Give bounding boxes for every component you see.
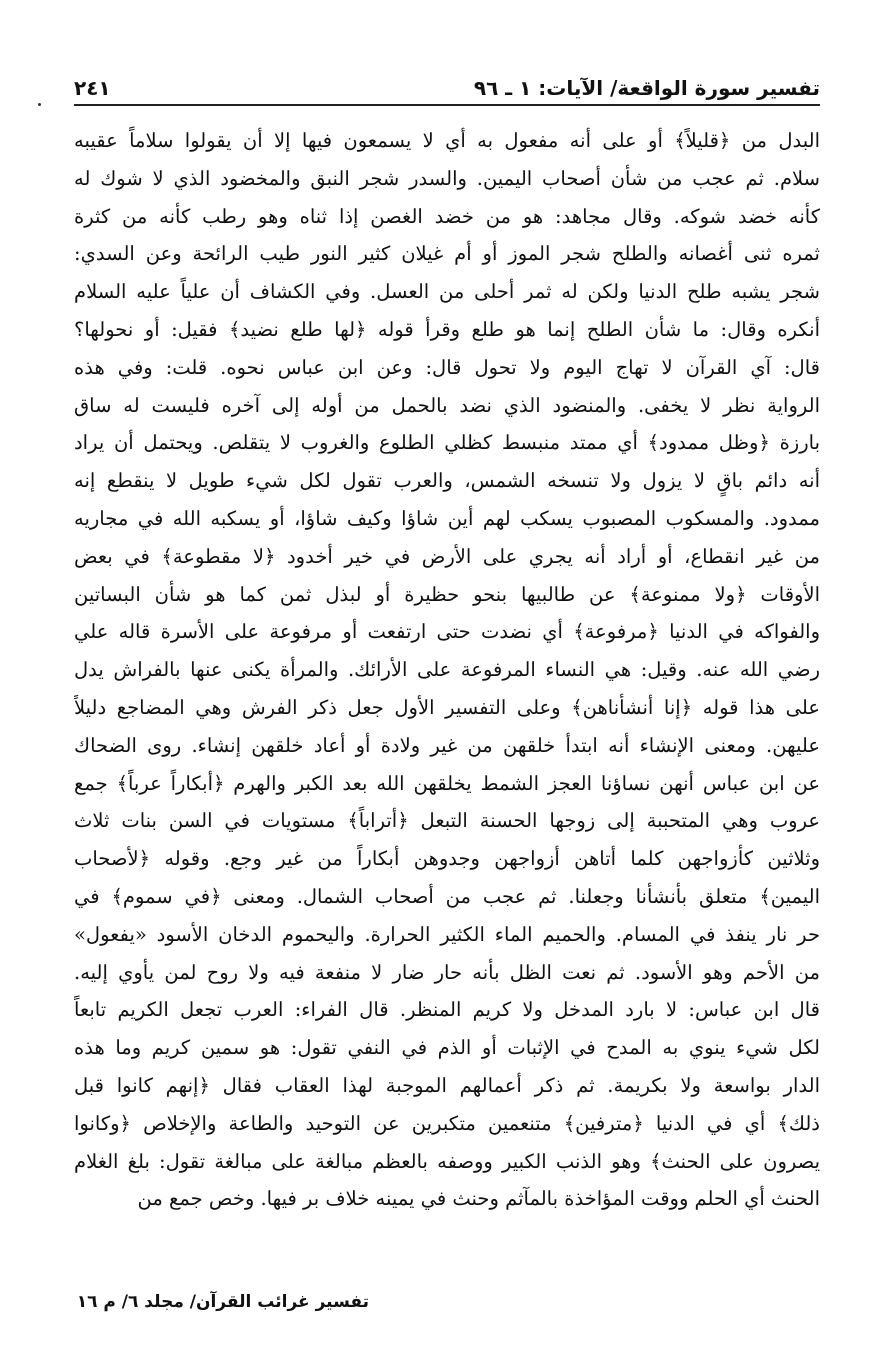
text-line: ذلك﴾ أي في الدنيا ﴿مترفين﴾ متنعمين متكبرين عن التوحيد والطاعة والإخلاص ﴿وكانوا — [74, 1111, 820, 1135]
text-line: الأوقات ﴿ولا ممنوعة﴾ عن طالبيها بنحو حظيرة أو لبذل ثمن كما هو شأن البساتين — [74, 582, 820, 606]
text-line: ممدود. والمسكوب المصبوب يسكب لهم أين شاؤا وكيف شاؤا، أو يسكبه الله في مجاريه — [74, 506, 820, 530]
text-line: الرواية نظر لا يخفى. والمنضود الذي نضد بالحمل من أوله إلى آخره فليست له ساق — [74, 393, 820, 417]
text-line: من غير انقطاع، أو أراد أنه يجري على الأرض في خير أخدود ﴿لا مقطوعة﴾ في بعض — [74, 544, 820, 568]
text-line: عروب وهي المتحببة إلى زوجها الحسنة التبعل ﴿أتراباً﴾ مستويات في السن بنات ثلاث — [74, 809, 820, 833]
body-text — [74, 122, 820, 1218]
text-line: سلام. ثم عجب من شأن أصحاب اليمين. والسدر شجر النبق والمخضود الذي لا شوك له — [74, 166, 820, 190]
text-line: كأنه خضد شوكه. وقال مجاهد: هو من خضد الغصن إذا ثناه وهو رطب كأنه من كثرة — [74, 204, 820, 228]
text-line: حر نار ينفذ في المسام. والحميم الماء الكثير الحرارة. واليحموم الدخان الأسود «يفعول» — [74, 922, 820, 946]
text-line: قال: آي القرآن لا تهاج اليوم ولا تحول قال: وعن ابن عباس نحوه. قلت: وفي هذه — [74, 355, 820, 379]
text-line: رضي الله عنه. وقيل: هي النساء المرفوعة على الأرائك. والمرأة يكنى عنها بالفراش يدل — [74, 658, 820, 682]
text-line: ثمره ثنى أغصانه والطلح شجر الموز أو أم غيلان كثير النور طيب الرائحة وعن السدي: — [74, 242, 820, 266]
text-line: قال ابن عباس: لا بارد المدخل ولا كريم المنظر. قال الفراء: العرب تجعل الكريم تابعاً — [74, 998, 820, 1022]
text-line: عليهن. ومعنى الإنشاء أنه ابتدأ خلقهن من غير ولادة أو أعاد خلقهن إنشاء. روى الضحاك — [74, 733, 820, 757]
header-title: تفسير سورة الواقعة/ الآيات: ١ ـ ٩٦ — [473, 76, 820, 100]
text-line: أنكره وقال: ما شأن الطلح إنما هو طلع وقرأ قوله ﴿لها طلع نضيد﴾ فقيل: أو نحولها؟ — [74, 317, 820, 341]
footer-signature: تفسير غرائب القرآن/ مجلد ٦/ م ١٦ — [76, 1292, 369, 1312]
running-header — [74, 66, 820, 100]
text-line: من الأحم وهو الأسود. ثم نعت الظل بأنه حار ضار لا منفعة فيه ولا روح لمن يأوي إليه. — [74, 960, 820, 984]
text-line: بارزة ﴿وظل ممدود﴾ أي ممتد منبسط كظلي الطلوع والغروب لا يتقلص. ويحتمل أن يراد — [74, 431, 820, 455]
text-line: عن ابن عباس أنهن نساؤنا العجز الشمط يخلقهن الله بعد الكبر والهرم ﴿أبكاراً عرباً﴾ جمع — [74, 771, 820, 795]
text-line: اليمين﴾ متعلق بأنشأنا وجعلنا. ثم عجب من أصحاب الشمال. ومعنى ﴿في سموم﴾ في — [74, 884, 820, 908]
text-line: وثلاثين كأزواجهن كلما أتاهن أزواجهن وجدوهن أبكاراً من غير وجع. وقوله ﴿لأصحاب — [74, 847, 820, 871]
text-line: شجر يشبه طلح الدنيا ولكن له ثمر أحلى من العسل. وفي الكشاف أن علياً عليه السلام — [74, 280, 820, 304]
text-line: والفواكه في الدنيا ﴿مرفوعة﴾ أي نضدت حتى ارتفعت أو مرفوعة على الأسرة قاله علي — [74, 620, 820, 644]
text-line: يصرون على الحنث﴾ وهو الذنب الكبير ووصفه بالعظم مبالغة على مبالغة تقول: بلغ الغلام — [74, 1149, 820, 1173]
text-line: أنه دائم باقٍ لا يزول ولا تنسخه الشمس، والعرب تقول لكل شيء طويل لا ينقطع إنه — [74, 469, 820, 493]
text-line: البدل من ﴿قليلاً﴾ أو على أنه مفعول به أي لا يسمعون فيها إلا أن يقولوا سلاماً عقيبه — [74, 129, 820, 152]
header-rule — [74, 104, 820, 106]
text-line: لكل شيء ينوي به المدح في الإثبات أو الذم في النفي تقول: هو سمين كريم وما هذه — [74, 1036, 820, 1060]
text-line: الدار بواسعة ولا بكريمة. ثم ذكر أعمالهم الموجبة لهذا العقاب فقال ﴿إنهم كانوا قبل — [74, 1073, 820, 1097]
text-line: على هذا قوله ﴿إنا أنشأناهن﴾ وعلى التفسير الأول جعل ذكر الفرش وهي المضاجع دليلاً — [74, 695, 820, 719]
page-number: ٢٤١ — [74, 76, 111, 100]
margin-mark — [38, 103, 41, 106]
text-line: الحنث أي الحلم ووقت المؤاخذة بالمآثم وحنث في يمينه خلاف بر فيها. وخص جمع من — [137, 1187, 820, 1211]
